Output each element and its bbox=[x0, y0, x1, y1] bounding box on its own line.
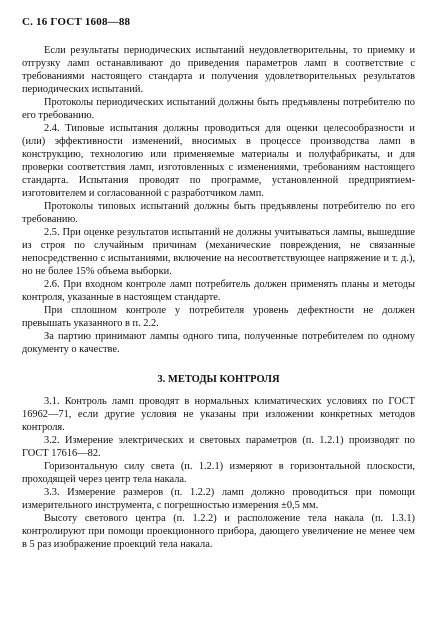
paragraph: При сплошном контроле у потребителя уровень дефектности не должен превышать указанного в п. 2.2. bbox=[22, 305, 415, 329]
paragraph: 3.1. Контроль ламп проводят в нормальных климатических условиях по ГОСТ 16962—71, если другие условия не указаны при изложении конкретных методов контроля. bbox=[22, 396, 415, 433]
paragraph: Протоколы периодических испытаний должны быть предъявлены потребителю по его требованию. bbox=[22, 97, 415, 121]
page-header: С. 16 ГОСТ 1608—88 bbox=[22, 16, 131, 28]
paragraph: Высоту светового центра (п. 1.2.2) и расположение тела накала (п. 1.3.1) контролируют при помощи проекционного прибора, дающего увеличение не менее чем в 5 раз изображение проекций тела накала. bbox=[22, 513, 415, 550]
paragraph: 3.3. Измерение размеров (п. 1.2.2) ламп должно проводиться при помощи измерительного инструмента, с погрешностью измерения ±0,5 мм. bbox=[22, 487, 415, 511]
paragraph: 2.5. При оценке результатов испытаний не должны учитываться лампы, вышедшие из строя по случайным причинам (механические повреждения, не связанные непосредственно с испытаниями, включение на несоответствующее напряжение и т. д.), но не более 15% объема выборки. bbox=[22, 227, 415, 277]
section-title: 3. МЕТОДЫ КОНТРОЛЯ bbox=[157, 374, 280, 385]
paragraph: Если результаты периодических испытаний неудовлетворительны, то приемку и отгрузку ламп останавливают до приведения параметров ламп в соответствие с требованиями настоящего стандарта и получения удовлетворительных результатов периодических испытаний. bbox=[22, 45, 415, 95]
paragraph: Горизонтальную силу света (п. 1.2.1) измеряют в горизонтальной плоскости, проходящей через центр тела накала. bbox=[22, 461, 415, 485]
paragraph: За партию принимают лампы одного типа, полученные потребителем по одному документу о качестве. bbox=[22, 331, 415, 355]
paragraph: Протоколы типовых испытаний должны быть предъявлены потребителю по его требованию. bbox=[22, 201, 415, 225]
paragraph: 2.4. Типовые испытания должны проводиться для оценки целесообразности и (или) эффективности изменений, вносимых в процессе производства ламп в конструкцию, технологию или применяемые материалы и полуфабрикаты, и для проверки соответствия ламп, изготовленных с изменениями, требованиям настоящего стандарта. Испытания проводят по программе, установленной предприятием-изготовителем и согласованной с разработчиком ламп. bbox=[22, 123, 415, 199]
paragraph: 3.2. Измерение электрических и световых параметров (п. 1.2.1) производят по ГОСТ 17616—82. bbox=[22, 435, 415, 459]
paragraph: 2.6. При входном контроле ламп потребитель должен применять планы и методы контроля, указанные в настоящем стандарте. bbox=[22, 279, 415, 303]
